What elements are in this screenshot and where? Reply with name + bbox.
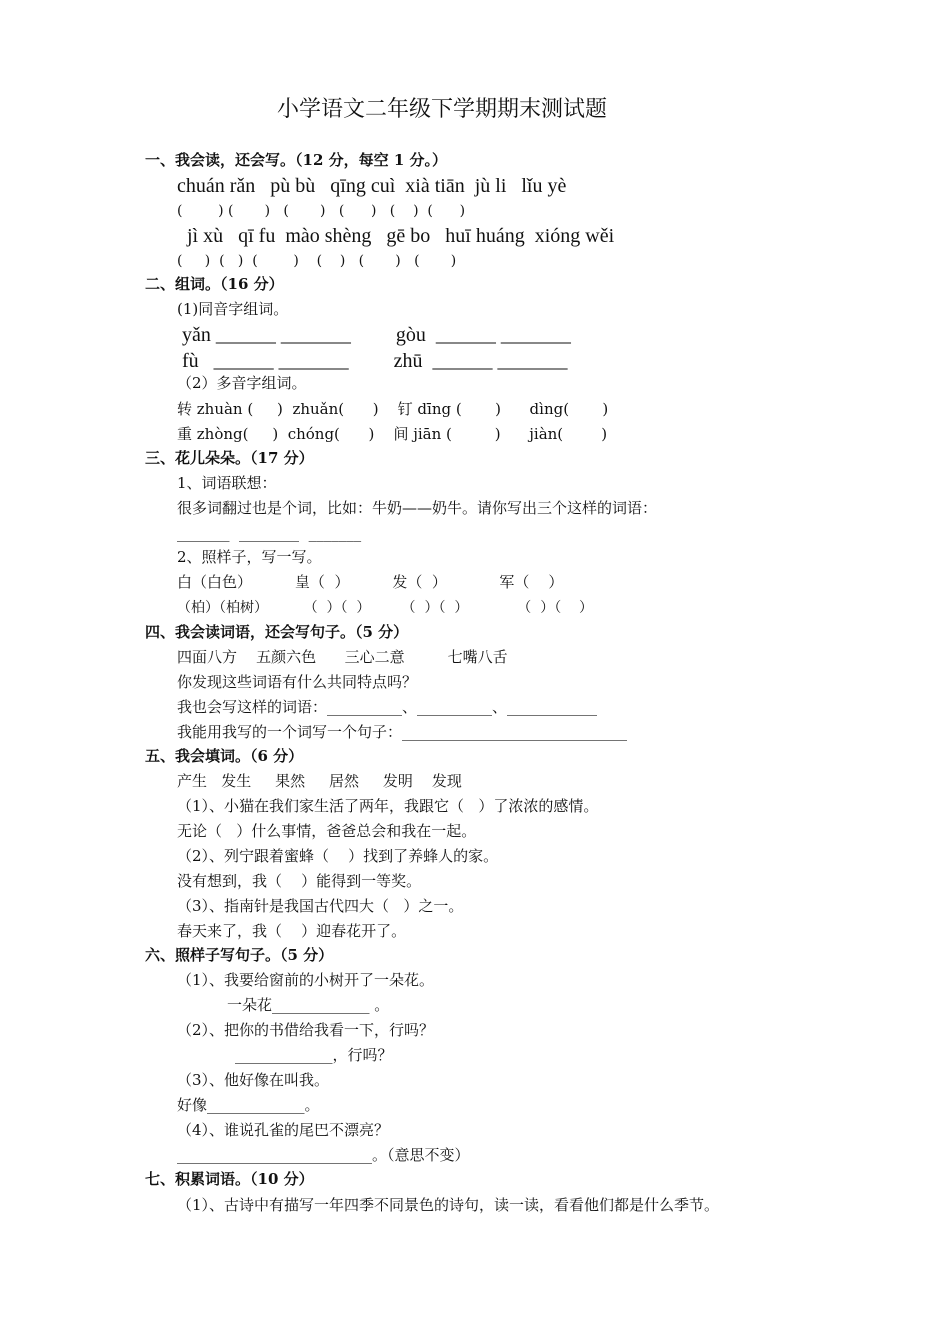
section-7-heading: 七、积累词语。（10 分） [145,1170,314,1188]
s7-line-1: （1）、古诗中有描写一年四季不同景色的诗句，读一读，看看他们都是什么季节。 [177,1196,720,1214]
section-6-heading: 六、照样子写句子。（5 分） [145,946,334,964]
s6-answer-2[interactable]: _____________，行吗？ [235,1046,393,1064]
section-2-sub-2: （2）多音字组词。 [177,374,307,392]
section-2-sub-1: (1)同音字组词。 [177,300,289,318]
section-5-heading: 五、我会填词。（6 分） [145,747,304,765]
homophone-row-2[interactable]: fù ______ _______ zhū ______ _______ [177,350,568,372]
s5-line-5[interactable]: 没有想到，我（ ）能得到一等奖。 [177,872,422,890]
s5-line-4[interactable]: （2）、列宁跟着蜜蜂（ ）找到了养蜂人的家。 [177,847,499,865]
s4-write-words[interactable]: 我也会写这样的词语：__________、__________、____________ [177,698,598,716]
section-2-heading: 二、组词。（16 分） [145,275,284,293]
s6-answer-1[interactable]: 一朵花_____________ 。 [227,996,390,1014]
s3-answer-blanks[interactable]: _______ ________ _______ [177,524,362,542]
pinyin-row-1: chuán rǎn pù bù qīng cuì xià tiān jù li lǐu yè [177,175,567,197]
s6-line-7: （4）、谁说孔雀的尾巴不漂亮？ [177,1121,390,1139]
pinyin-row-2: jì xù qī fu mào shèng gē bo huī huáng xióng wěi [177,225,615,247]
s6-line-5: （3）、他好像在叫我。 [177,1071,330,1089]
s3-line-4: 2、照样子，写一写。 [177,548,322,566]
s5-line-6[interactable]: （3）、指南针是我国古代四大（ ）之一。 [177,897,464,915]
answer-blanks-row-2[interactable]: ( ) ( ) ( ) ( ) ( ) ( ) [177,253,457,269]
section-1-heading: 一、我会读，还会写。（12 分，每空 1 分。） [145,151,447,169]
section-4-heading: 四、我会读词语，还会写句子。（5 分） [145,623,409,641]
s4-write-sentence[interactable]: 我能用我写的一个词写一个句子：______________________________ [177,723,628,741]
s5-line-2[interactable]: （1）、小猫在我们家生活了两年，我跟它（ ）了浓浓的感情。 [177,797,599,815]
s5-line-3[interactable]: 无论（ ）什么事情，爸爸总会和我在一起。 [177,822,477,840]
section-3-heading: 三、花儿朵朵。（17 分） [145,449,314,467]
s3-line-6[interactable]: （柏）（柏树） （ ）（ ） （ ）（ ） （ ）（ ） [177,600,594,616]
page-title: 小学语文二年级下学期期末测试题 [277,97,608,122]
s5-word-bank: 产生 发生 果然 居然 发明 发现 [177,772,462,790]
s6-line-1: （1）、我要给窗前的小树开了一朵花。 [177,971,435,989]
s4-question: 你发现这些词语有什么共同特点吗？ [177,673,418,691]
s6-answer-3[interactable]: 好像_____________。 [177,1096,320,1114]
polyphone-row-1[interactable]: 转 zhuàn ( ) zhuǎn( ) 钉 dīng ( ) dìng( ) [177,400,609,418]
s3-line-2: 很多词翻过也是个词，比如：牛奶——奶牛。请你写出三个这样的词语： [177,499,658,517]
s5-line-7[interactable]: 春天来了，我（ ）迎春花开了。 [177,922,407,940]
s4-idioms: 四面八方 五颜六色 三心二意 七嘴八舌 [177,648,508,666]
answer-blanks-row-1[interactable]: ( ) ( ) ( ) ( ) ( ) ( ) [177,203,466,219]
s3-line-5[interactable]: 白（白色） 皇（ ） 发（ ） 军（ ） [177,573,564,591]
s3-line-1: 1、词语联想： [177,474,277,492]
s6-line-3: （2）、把你的书借给我看一下，行吗？ [177,1021,435,1039]
polyphone-row-2[interactable]: 重 zhòng( ) chóng( ) 间 jiān ( ) jiàn( ) [177,425,608,443]
homophone-row-1[interactable]: yǎn ______ _______ gòu ______ _______ [177,324,571,346]
s6-answer-4[interactable]: __________________________。（意思不变） [177,1146,470,1164]
